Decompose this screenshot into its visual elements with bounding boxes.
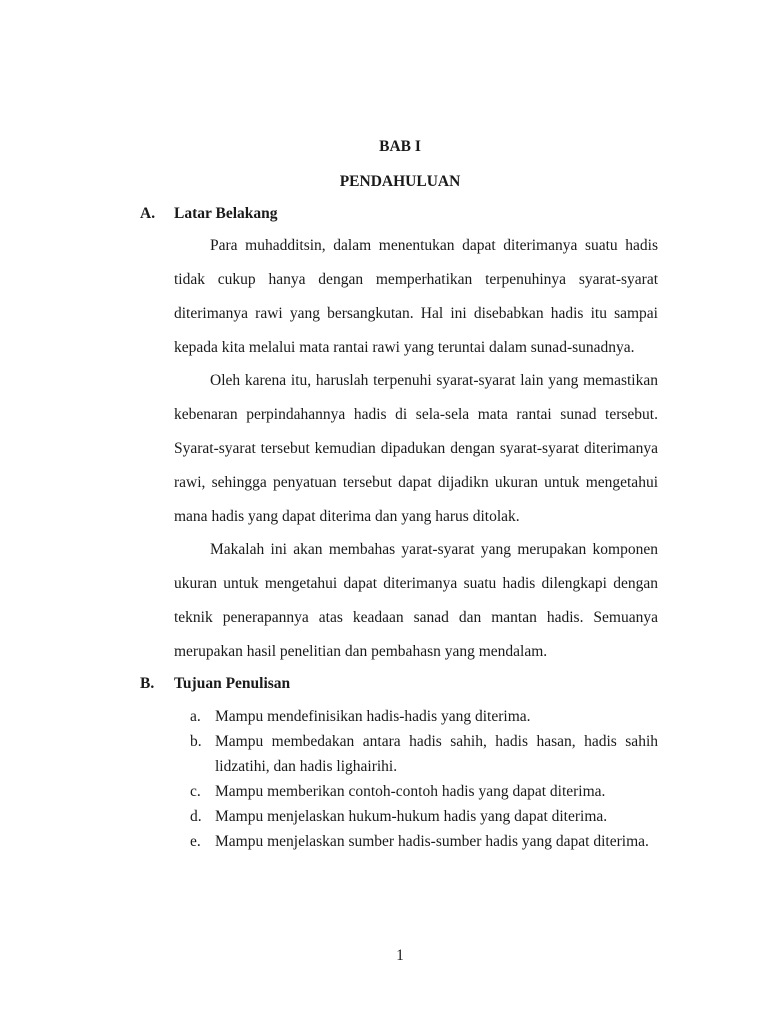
paragraph [174, 229, 658, 365]
list-item-text: Mampu membedakan antara hadis sahih, hadis hasan, hadis sahih [215, 733, 658, 750]
paragraph-line: merupakan hasil penelitian dan pembahasn yang mendalam. [174, 642, 548, 660]
chapter-number: BAB I [379, 138, 421, 155]
list-marker: e. [190, 833, 201, 850]
chapter-title: PENDAHULUAN [339, 173, 461, 190]
list-item-text: Mampu menjelaskan sumber hadis-sumber hadis yang dapat diterima. [215, 833, 649, 850]
paragraph-line: rawi, sehingga penyatuan tersebut dapat dijadikn ukuran untuk mengetahui [174, 473, 658, 491]
list-item-text: Mampu menjelaskan hukum-hukum hadis yang dapat diterima. [215, 808, 608, 825]
list-item [190, 804, 658, 829]
list-item-text: Mampu memberikan contoh-contoh hadis yang dapat diterima. [215, 783, 606, 800]
paragraph-line: kepada kita melalui mata rantai rawi yang teruntai dalam sunad-sunadnya. [174, 338, 635, 356]
section-a-marker: A. [140, 205, 156, 222]
list-item [190, 704, 658, 729]
paragraph-line: ukuran untuk mengetahui dapat diterimanya suatu hadis dilengkapi dengan [174, 574, 658, 592]
paragraph [174, 364, 658, 534]
list-marker: b. [190, 733, 202, 750]
list-marker: d. [190, 808, 202, 825]
paragraph-line: Para muhadditsin, dalam menentukan dapat diterimanya suatu hadis [210, 237, 658, 254]
list-marker: c. [190, 783, 201, 800]
paragraph-line: diterimanya rawi yang bersangkutan. Hal ini disebabkan hadis itu sampai [174, 304, 658, 322]
list-marker: a. [190, 708, 201, 725]
page-number: 1 [396, 947, 404, 964]
paragraph [174, 533, 658, 669]
paragraph-line: Oleh karena itu, haruslah terpenuhi syarat-syarat lain yang memastikan [210, 372, 658, 389]
section-b-heading: Tujuan Penulisan [174, 675, 291, 692]
paragraph-line: tidak cukup hanya dengan memperhatikan terpenuhinya syarat-syarat [174, 270, 658, 288]
section-a-heading: Latar Belakang [174, 205, 278, 222]
list-item [190, 829, 658, 854]
objectives-list [190, 704, 658, 854]
list-item-text: lidzatihi, dan hadis lighairihi. [215, 758, 398, 775]
list-item [190, 779, 658, 804]
paragraph-line: kebenaran perpindahannya hadis di sela-sela mata rantai sunad tersebut. [174, 405, 658, 423]
list-item [190, 729, 658, 779]
list-item-text: Mampu mendefinisikan hadis-hadis yang diterima. [215, 708, 531, 725]
paragraph-line: teknik penerapannya atas keadaan sanad dan mantan hadis. Semuanya [174, 608, 658, 626]
paragraph-line: Makalah ini akan membahas yarat-syarat yang merupakan komponen [210, 541, 658, 558]
section-b-marker: B. [140, 675, 155, 692]
paragraph-line: mana hadis yang dapat diterima dan yang harus ditolak. [174, 507, 520, 525]
paragraph-line: Syarat-syarat tersebut kemudian dipadukan dengan syarat-syarat diterimanya [174, 439, 658, 457]
